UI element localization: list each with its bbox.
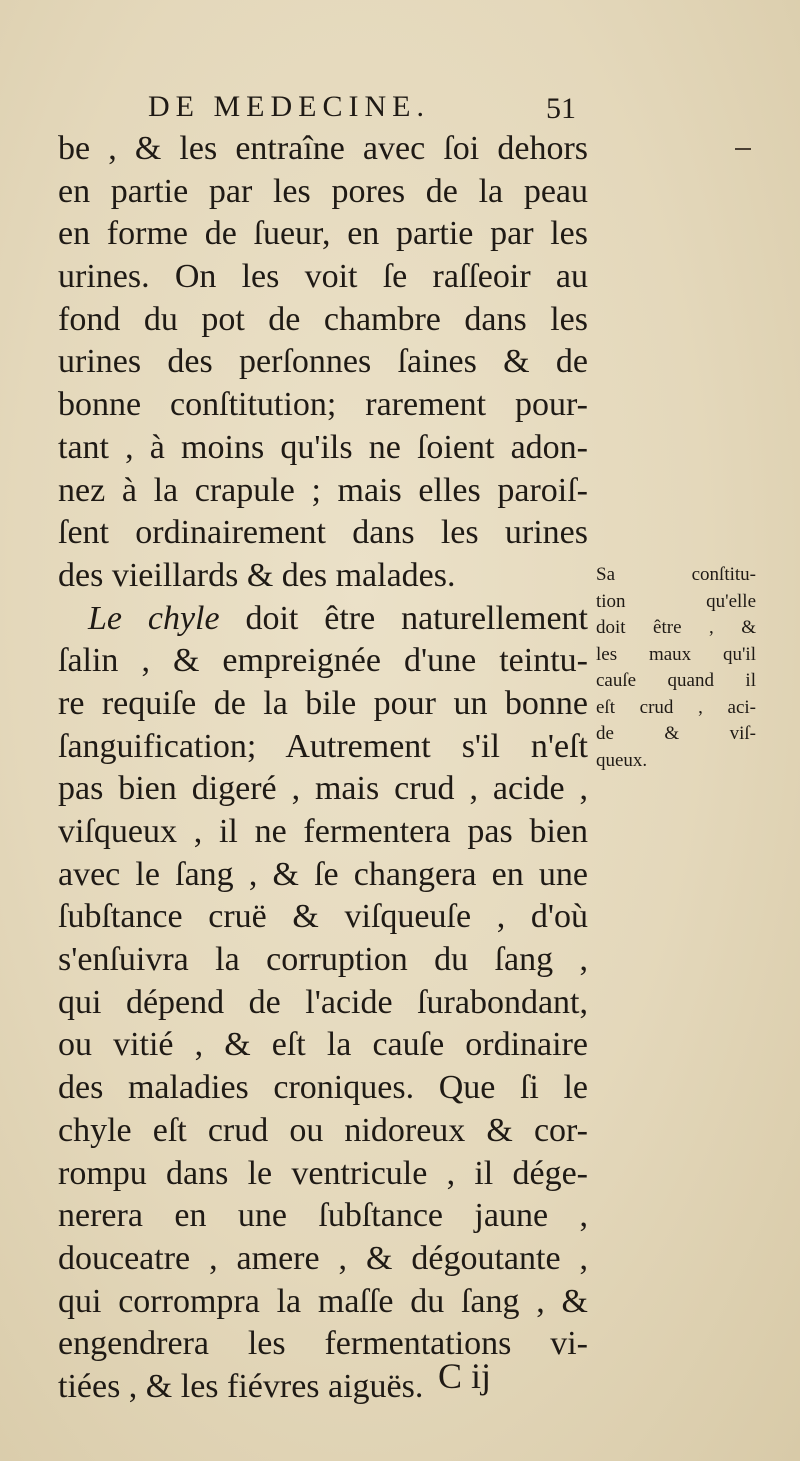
signature-mark: C ij (438, 1356, 492, 1396)
margin-note-line: doit être , & (596, 617, 756, 638)
text-line: nerera en une ſubſtance jaune , (58, 1197, 588, 1235)
text-line: nez à la crapule ; mais elles paroiſ- (58, 471, 588, 509)
lead-rest: doit être naturellement (219, 599, 589, 637)
body-text (58, 128, 588, 1409)
margin-note-line: eſt crud , aci- (596, 696, 756, 718)
text-line: re requiſe de la bile pour un bonne (58, 684, 588, 722)
text-line: s'enſuivra la corruption du ſang , (58, 941, 588, 979)
page-number: 51 (546, 92, 576, 125)
italic-lead: Le chyle (88, 599, 220, 637)
text-line: en partie par les pores de la peau (58, 172, 588, 210)
text-line: engendrera les fermentations vi- (58, 1325, 588, 1363)
text-line: chyle eſt crud ou nidoreux & cor- (58, 1111, 588, 1149)
text-line: ſalin , & empreignée d'une teintu- (58, 642, 588, 680)
text-line: tiées , & les fiévres aiguës. (58, 1367, 424, 1405)
text-line: pas bien digeré , mais crud , acide , (58, 770, 588, 808)
margin-note-line: Sa conſtitu- (596, 564, 756, 585)
text-line: urines. On les voit ſe raſſeoir au (58, 258, 588, 296)
margin-note-line: les maux qu'il (596, 643, 756, 665)
text-line: douceatre , amere , & dégoutante , (58, 1239, 588, 1277)
running-title: DE MEDECINE. (148, 90, 430, 123)
text-line: des maladies croniques. Que ſi le (58, 1069, 588, 1107)
text-line: ſent ordinairement dans les urines (58, 514, 588, 552)
text-line: qui dépend de l'acide ſurabondant, (58, 983, 588, 1021)
text-line: ſubſtance cruë & viſqueuſe , d'où (58, 898, 588, 936)
text-line: qui corrompra la maſſe du ſang , & (58, 1282, 588, 1320)
text-line: tant , à moins qu'ils ne ſoient adon- (58, 428, 588, 466)
text-line: rompu dans le ventricule , il dége- (58, 1154, 588, 1192)
text-line: urines des perſonnes ſaines & de (58, 343, 588, 381)
margin-note-line: de & viſ- (596, 723, 756, 744)
margin-dash (735, 148, 751, 150)
text-line: be , & les entraîne avec ſoi dehors (58, 130, 588, 167)
text-line: des vieillards & des malades. (58, 556, 456, 594)
margin-note (596, 562, 756, 774)
text-line: en forme de ſueur, en partie par les (58, 215, 588, 253)
text-line: viſqueux , il ne fermentera pas bien (58, 813, 588, 850)
text-line: ſanguification; Autrement s'il n'eſt (58, 727, 588, 765)
margin-note-line: queux. (596, 749, 648, 771)
margin-note-line: cauſe quand il (596, 670, 756, 691)
margin-note-line: tion qu'elle (596, 590, 756, 612)
text-line: ou vitié , & eſt la cauſe ordinaire (58, 1026, 588, 1064)
text-line: avec le ſang , & ſe changera en une (58, 855, 588, 893)
paragraph-start-line (58, 598, 588, 641)
text-line: bonne conſtitution; rarement pour- (58, 386, 588, 424)
text-line: fond du pot de chambre dans les (58, 300, 588, 338)
